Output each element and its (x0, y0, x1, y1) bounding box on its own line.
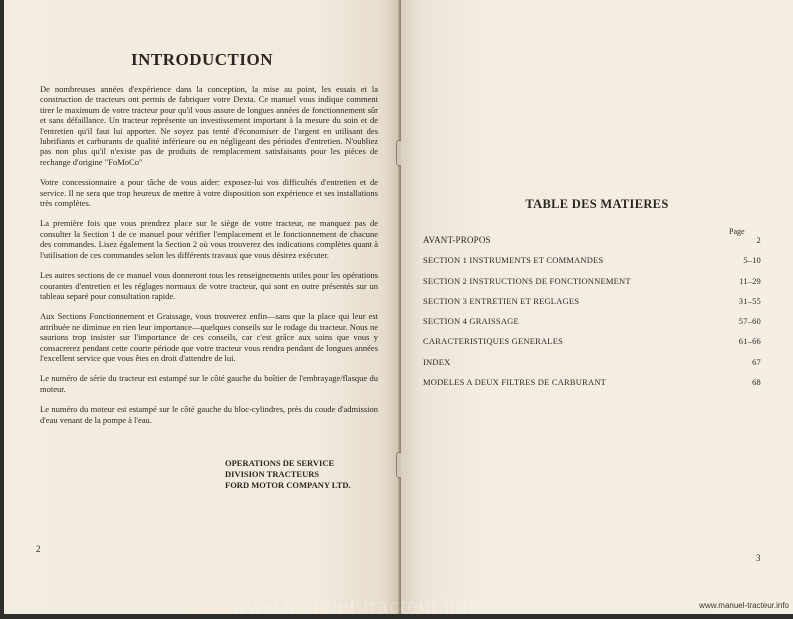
intro-paragraph: Le numéro de série du tracteur est estampé sur le côté gauche du boîtier de l'embrayage/flasque du moteur. (40, 373, 378, 394)
toc-entry-pages: 31–55 (738, 295, 761, 306)
signature-line: FORD MOTOR COMPANY LTD. (225, 480, 351, 490)
site-url: www.manuel-tracteur.info (699, 601, 789, 610)
intro-paragraph: Aux Sections Fonctionnement et Graissage, vous trouverez enfin—sans que la place qui leur est attribuée ne diminue en rien leur importance—quelques conseils sur le rodage du tracteur. Nous ne saurions trop insister sur l'importance de ces conseils, car c'est grâce aux soins que vous y consacrerez pendant cette courte période que votre tracteur vous rendra pendant de longues années l'excellent service que vous êtes en droit d'attendre de lui. (40, 311, 378, 363)
toc-list (423, 235, 761, 397)
toc-entry[interactable] (423, 296, 761, 316)
toc-page-header: Page (729, 227, 745, 236)
toc-entry-pages: 11–29 (739, 275, 761, 286)
intro-paragraph: Votre concessionnaire a pour tâche de vous aider: exposez-lui vos difficultés d'entretien et de service. Il ne sera que trop heureux de mettre à votre disposition son expérience et ses installations très complètes. (40, 177, 378, 209)
toc-entry[interactable] (423, 357, 761, 377)
signature-line: OPERATIONS DE SERVICE (225, 458, 335, 468)
toc-entry[interactable] (423, 235, 761, 255)
toc-entry-pages: 2 (756, 235, 761, 245)
left-page (4, 0, 400, 614)
toc-entry-pages: 5–10 (743, 255, 761, 266)
intro-paragraph: Le numéro du moteur est estampé sur le côté gauche du bloc-cylindres, près du coude d'admission d'eau venant de la pompe à l'eau. (40, 404, 378, 425)
signature-block (225, 458, 351, 491)
page-number-right: 3 (756, 553, 761, 563)
toc-entry-label: SECTION 2 INSTRUCTIONS DE FONCTIONNEMENT (423, 275, 631, 286)
introduction-title: INTRODUCTION (130, 50, 274, 69)
toc-entry-label: CARACTERISTIQUES GENERALES (423, 336, 564, 347)
toc-entry-label: MODELES A DEUX FILTRES DE CARBURANT (423, 377, 607, 388)
page-number-left: 2 (36, 544, 41, 554)
toc-entry-label: INDEX (423, 356, 451, 367)
introduction-body (40, 84, 378, 435)
toc-entry-pages: 61–66 (738, 336, 761, 347)
toc-entry-label: SECTION 3 ENTRETIEN ET REGLAGES (423, 295, 580, 306)
watermark: www.manuel-tracteur.info (232, 596, 481, 618)
toc-entry-pages: 57–60 (738, 316, 761, 327)
intro-paragraph: La première fois que vous prendrez place sur le siège de votre tracteur, ne manquez pas de consulter la Section 1 de ce manuel pour vérifier l'emplacement et le fonctionnement de chacune des commandes. Lisez également la Section 2 où vous trouverez des indications complètes quant à l'utilisation de ces commandes selon les différents travaux que vous désirez exécuter. (40, 218, 378, 260)
toc-entry-pages: 67 (752, 356, 761, 367)
toc-entry[interactable] (423, 377, 761, 397)
right-page (401, 0, 793, 614)
toc-entry[interactable] (423, 276, 761, 296)
toc-entry[interactable] (423, 316, 761, 336)
toc-entry[interactable] (423, 336, 761, 356)
toc-entry-pages: 68 (752, 377, 761, 388)
intro-paragraph: Les autres sections de ce manuel vous donneront tous les renseignements utiles pour les opérations courantes d'entretien et les réglages normaux de votre tracteur, qui sont en outre présentés sur un tableau separé pour consultation rapide. (40, 270, 378, 301)
toc-entry-label: SECTION 1 INSTRUMENTS ET COMMANDES (423, 255, 604, 266)
signature-line: DIVISION TRACTEURS (225, 469, 320, 479)
toc-entry-label: SECTION 4 GRAISSAGE (423, 316, 519, 327)
toc-entry-label: AVANT-PROPOS (423, 235, 491, 245)
toc-title: TABLE DES MATIERES (525, 197, 669, 211)
toc-entry[interactable] (423, 255, 761, 275)
intro-paragraph: De nombreuses années d'expérience dans la conception, la mise au point, les essais et la construction de tracteurs ont permis de fabriquer votre Dexta. Ce manuel vous indique comment tirer le maximum de votre tracteur pour qu'il vous assure de longues années de fonctionnement sûr et sans défaillance. Un tracteur représente un investissement important à la mesure du soin et de l'entretien qu'il faut lui apporter. Ne soyez pas tenté d'économiser de l'argent en utilisant des lubrifiants et carburants de qualité inférieure ou en négligeant des périodes d'entretien. N'oubliez pas non plus qu'il n'existe pas de produits de remplacement satisfaisants pour les pièces de rechange d'origine "FoMoCo" (40, 84, 378, 167)
